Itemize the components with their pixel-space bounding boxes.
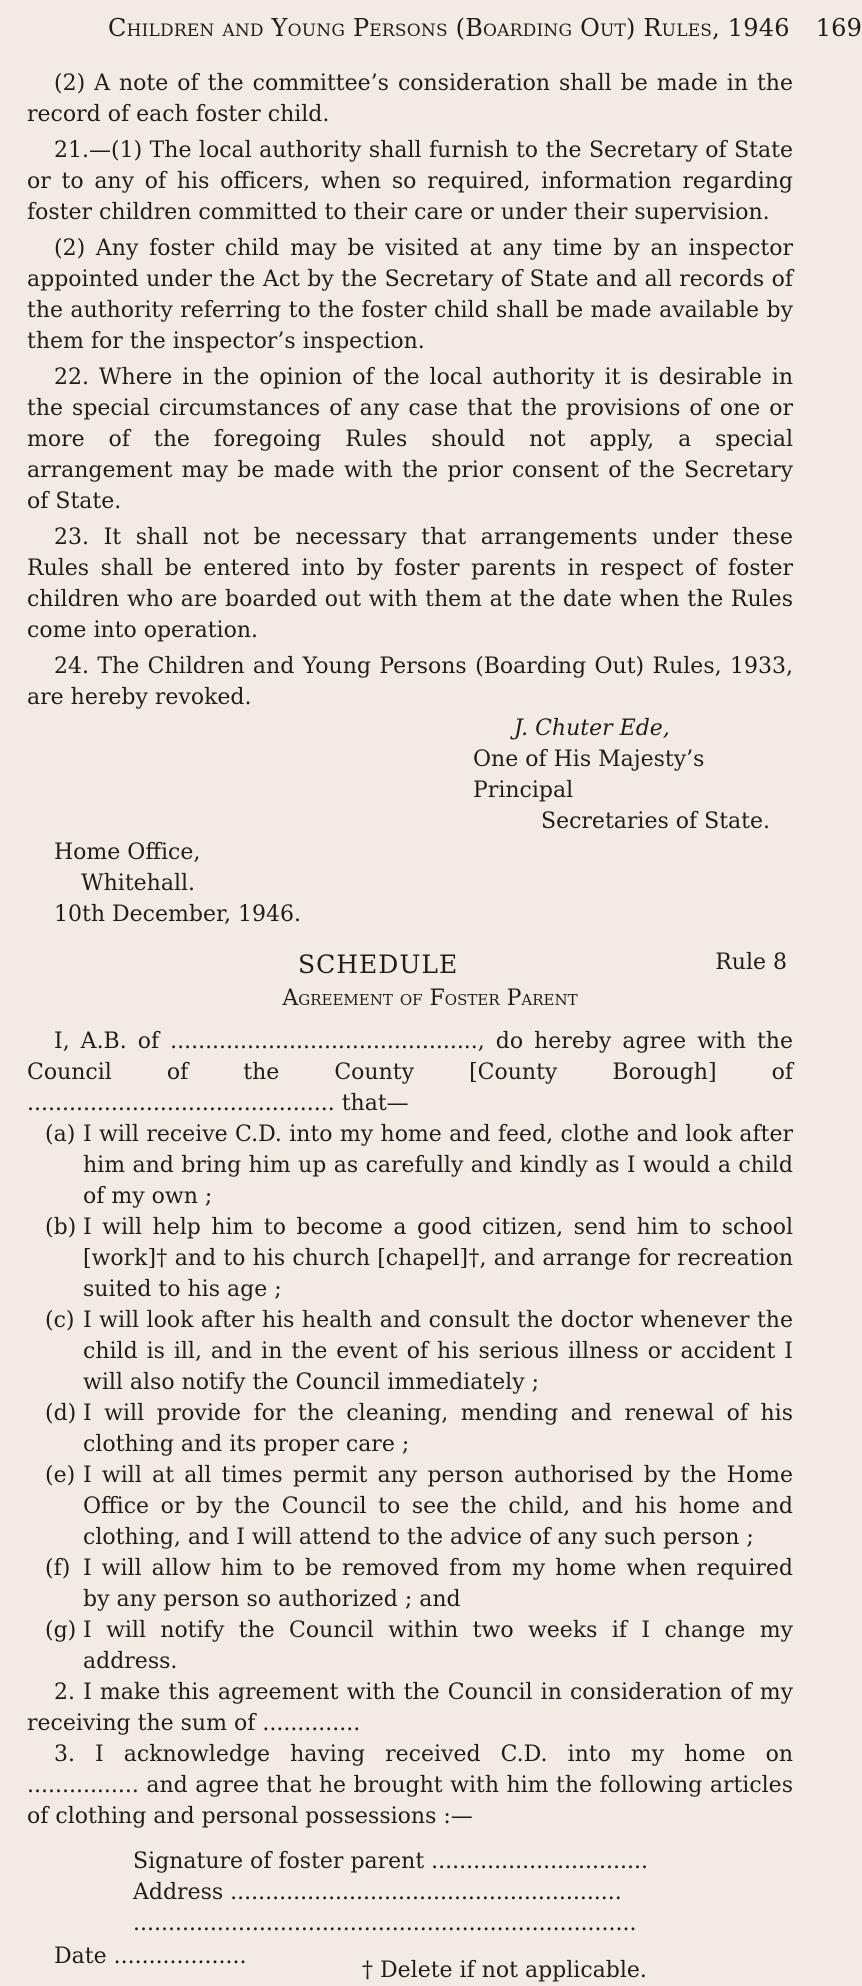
agreement-item xyxy=(27,1119,793,1212)
signatory-name: J. Chuter Ede, xyxy=(514,716,670,741)
paragraph-23: 23. It shall not be necessary that arrangements under these Rules shall be entered into by foster parents in respect of foster children who are boarded out with them at the date when the Rules come into operation. xyxy=(27,525,793,643)
item-label: (b) xyxy=(45,1215,77,1240)
paragraph-20-2: (2) A note of the committee’s consideration shall be made in the record of each foster child. xyxy=(27,71,793,127)
footnote: † Delete if not applicable. xyxy=(362,1958,647,1983)
item-text: I will look after his health and consult the doctor whenever the child is ill, and in the event of his serious illness or accident I will also notify the Council immediately ; xyxy=(83,1308,793,1395)
clause-3: 3. I acknowledge having received C.D. into my home on ................ and agree that he brought with him the following articles of clothing and personal possessions :— xyxy=(27,1742,793,1829)
item-text: I will receive C.D. into my home and feed, clothe and look after him and bring him up as carefully and kindly as I would a child of my own ; xyxy=(83,1122,793,1209)
item-text: I will notify the Council within two weeks if I change my address. xyxy=(83,1618,793,1674)
signatory-title-1: One of His Majesty’s Principal xyxy=(473,747,705,803)
schedule-title: SCHEDULE xyxy=(298,950,459,979)
agreement-item xyxy=(27,1553,793,1615)
date-field: Date ................... xyxy=(54,1944,247,1969)
item-label: (c) xyxy=(45,1308,75,1333)
item-text: I will at all times permit any person authorised by the Home Office or by the Council to see the child, and his home and clothing, and I will attend to the advice of any such person ; xyxy=(83,1463,793,1550)
address-field: Address ........................................................ xyxy=(133,1880,622,1905)
signature-field: Signature of foster parent ............................... xyxy=(133,1849,648,1874)
address-continuation: ........................................................................ xyxy=(133,1911,637,1936)
agreement-item xyxy=(27,1460,793,1553)
paragraph-24: 24. The Children and Young Persons (Boarding Out) Rules, 1933, are hereby revoked. xyxy=(27,654,793,710)
running-title: Children and Young Persons (Boarding Out) Rules, 1946 xyxy=(108,14,790,42)
schedule-intro: I, A.B. of ............................................, do hereby agree with the Council of the County [County Borough] of ............................................ that— xyxy=(27,1029,793,1116)
paragraph-21-2: (2) Any foster child may be visited at any time by an inspector appointed under the Act by the Secretary of State and all records of the authority referring to the foster child shall be made available by them for the inspector’s inspection. xyxy=(27,236,793,354)
date-row xyxy=(27,1941,793,1983)
paragraph-21-1: 21.—(1) The local authority shall furnish to the Secretary of State or to any of his officers, when so required, information regarding foster children committed to their care or under their supervision. xyxy=(27,138,793,225)
schedule-header xyxy=(27,950,793,984)
agreement-item xyxy=(27,1305,793,1398)
item-label: (a) xyxy=(45,1122,76,1147)
agreement-item xyxy=(27,1615,793,1677)
item-label: (e) xyxy=(45,1463,76,1488)
agreement-item xyxy=(27,1398,793,1460)
page-body xyxy=(27,68,793,1983)
schedule-heading: Agreement of Foster Parent xyxy=(282,986,578,1011)
item-text: I will help him to become a good citizen, send him to school [work]† and to his church [chapel]†, and arrange for recreation suited to his age ; xyxy=(83,1215,793,1302)
place-line-1: Home Office, xyxy=(54,840,201,865)
item-label: (g) xyxy=(45,1618,77,1643)
signatory-title-2: Secretaries of State. xyxy=(541,809,771,834)
clause-2: 2. I make this agreement with the Council in consideration of my receiving the sum of .............. xyxy=(27,1680,793,1736)
item-label: (d) xyxy=(45,1401,77,1426)
schedule-rule-ref: Rule 8 xyxy=(715,950,787,975)
agreement-items xyxy=(27,1119,793,1677)
page-number: 169 xyxy=(815,14,862,42)
item-text: I will allow him to be removed from my home when required by any person so authorized ; and xyxy=(83,1556,793,1612)
agreement-item xyxy=(27,1212,793,1305)
paragraph-22: 22. Where in the opinion of the local authority it is desirable in the special circumstances of any case that the provisions of one or more of the foregoing Rules should not apply, a special arrangement may be made with the prior consent of the Secretary of State. xyxy=(27,365,793,514)
item-label: (f) xyxy=(45,1556,71,1581)
signature-block xyxy=(27,713,793,930)
signing-date: 10th December, 1946. xyxy=(54,902,302,927)
running-head xyxy=(108,14,862,42)
item-text: I will provide for the cleaning, mending and renewal of his clothing and its proper care ; xyxy=(83,1401,793,1457)
place-line-2: Whitehall. xyxy=(81,871,196,896)
